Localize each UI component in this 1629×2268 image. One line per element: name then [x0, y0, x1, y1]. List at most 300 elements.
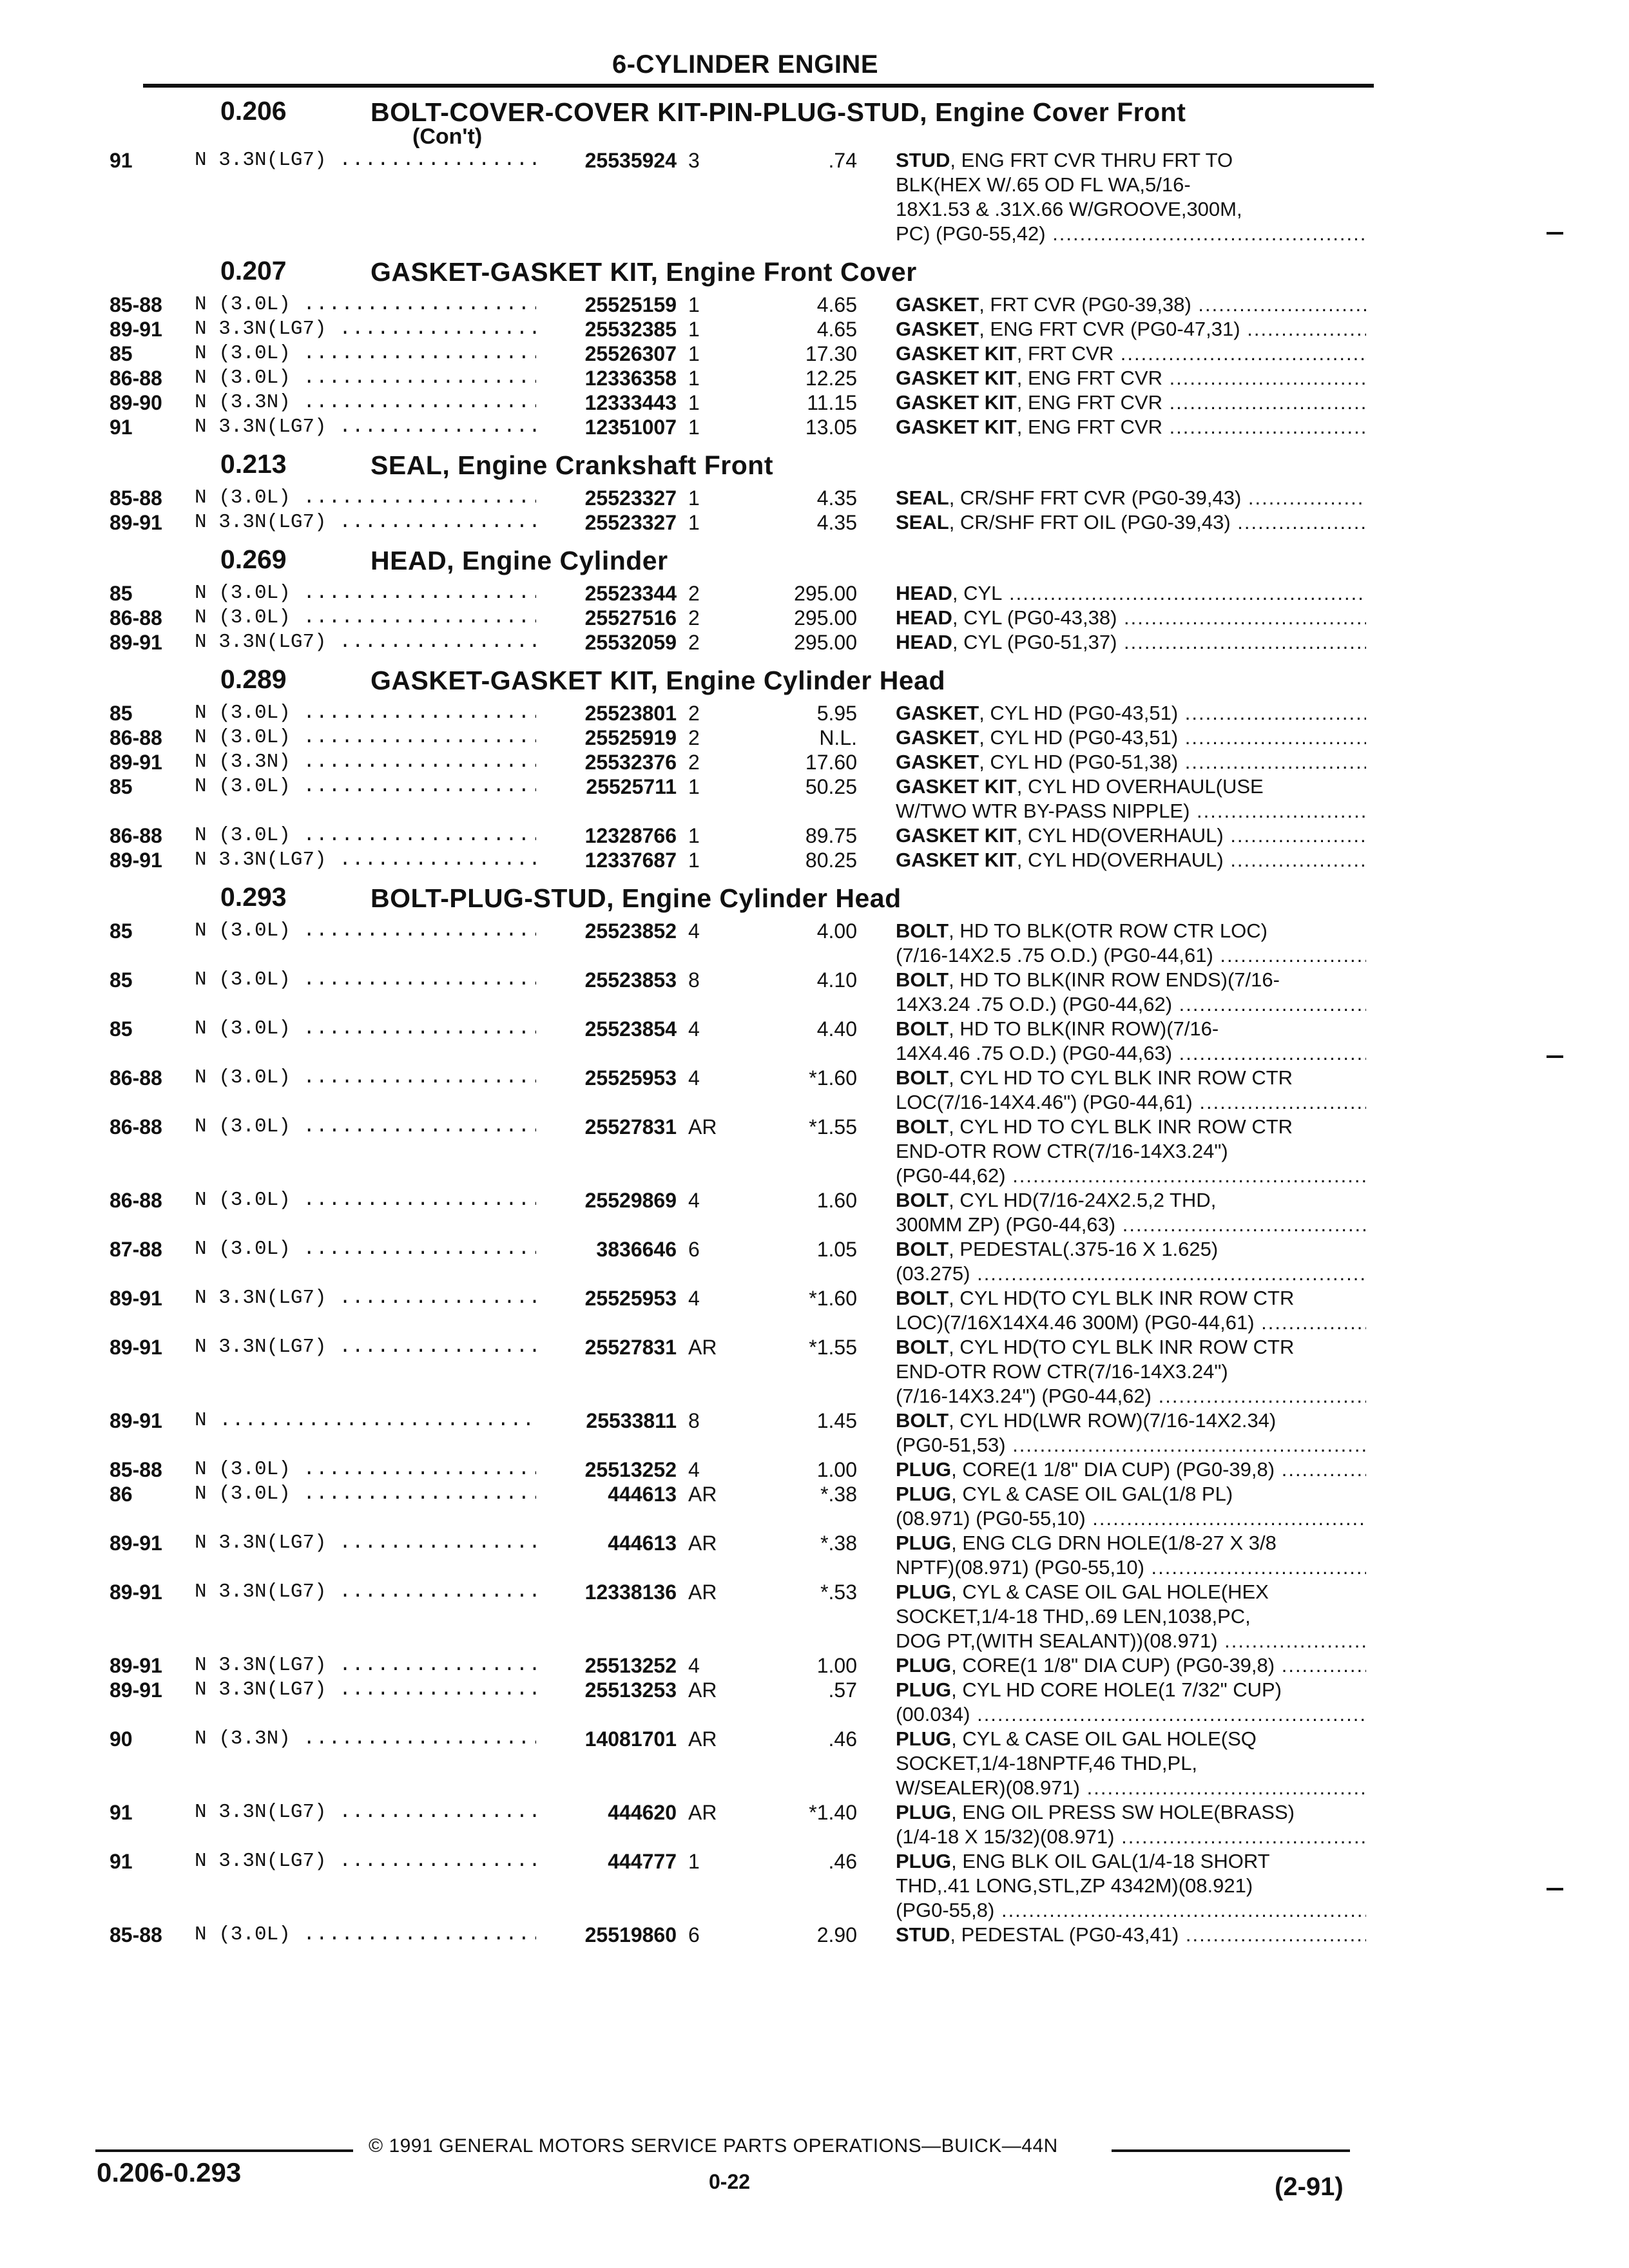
section-heading — [110, 90, 1382, 149]
description-line: PLUG, CYL & CASE OIL GAL(1/8 PL) — [896, 1483, 1233, 1505]
part-row — [110, 630, 1382, 655]
part-description — [896, 1727, 1366, 1800]
part-number: 25525953 — [536, 1066, 677, 1090]
price: 80.25 — [805, 849, 857, 872]
description-line: (7/16-14X3.24") (PG0-44,62) ..... — [896, 1384, 1366, 1408]
section-heading — [110, 872, 1382, 919]
part-description — [896, 341, 1366, 366]
section-number: 0.206 — [220, 96, 287, 126]
quantity: 2 — [688, 606, 700, 629]
part-row — [110, 823, 1382, 848]
price: .57 — [828, 1678, 857, 1702]
part-row — [110, 1678, 1382, 1727]
part-number: 25523801 — [536, 701, 677, 726]
part-description — [896, 726, 1366, 750]
quantity: 1 — [688, 367, 700, 390]
description-line: BOLT, HD TO BLK(INR ROW ENDS)(7/16- — [896, 968, 1280, 991]
model-years: 85 — [110, 342, 133, 365]
description-line: PLUG, ENG OIL PRESS SW HOLE(BRASS) — [896, 1801, 1295, 1823]
part-number: 14081701 — [536, 1727, 677, 1751]
description-line: 18X1.53 & .31X.66 W/GROOVE,300M, — [896, 198, 1242, 220]
description-line: SOCKET,1/4-18 THD,.69 LEN,1038,PC, — [896, 1605, 1251, 1628]
part-number: 444613 — [536, 1482, 677, 1506]
price: 13.05 — [805, 416, 857, 439]
price: 2.90 — [816, 1923, 857, 1946]
quantity: 2 — [688, 702, 700, 725]
part-row — [110, 1457, 1382, 1482]
model-years: 85-88 — [110, 293, 162, 316]
model-years: 86-88 — [110, 726, 162, 749]
quantity: 1 — [688, 824, 700, 847]
section-number: 0.213 — [220, 449, 287, 479]
part-row — [110, 1408, 1382, 1457]
margin-mark — [1547, 1888, 1563, 1890]
engine-code: N (3.0L) ..... — [195, 919, 536, 943]
description-line: GASKET KIT, FRT CVR ..... — [896, 341, 1366, 366]
description-keyword: GASKET — [896, 293, 979, 316]
part-description — [896, 1800, 1366, 1849]
part-description — [896, 1923, 1366, 1947]
section-number: 0.207 — [220, 256, 287, 285]
quantity: 1 — [688, 342, 700, 365]
model-years: 89-91 — [110, 1409, 162, 1432]
model-years: 89-91 — [110, 631, 162, 654]
engine-code: N (3.3N) ..... — [195, 750, 536, 774]
model-years: 91 — [110, 416, 133, 439]
price: *1.55 — [809, 1336, 857, 1359]
description-line: 14X3.24 .75 O.D.) (PG0-44,62) ..... — [896, 992, 1366, 1017]
quantity: 4 — [688, 1458, 700, 1481]
part-row — [110, 1482, 1382, 1531]
description-line: GASKET KIT, CYL HD(OVERHAUL) ..... — [896, 848, 1366, 872]
model-years: 86-88 — [110, 824, 162, 847]
part-description — [896, 486, 1366, 510]
price: 4.35 — [816, 511, 857, 534]
quantity: 1 — [688, 775, 700, 798]
part-number: 25523854 — [536, 1017, 677, 1041]
part-description — [896, 1678, 1366, 1727]
quantity: 4 — [688, 1287, 700, 1310]
part-description — [896, 390, 1366, 415]
description-line: GASKET, FRT CVR (PG0-39,38) ..... — [896, 293, 1366, 317]
description-line: (08.971) (PG0-55,10) ..... — [896, 1506, 1366, 1531]
description-line: BOLT, CYL HD(TO CYL BLK INR ROW CTR — [896, 1287, 1295, 1309]
part-description — [896, 1482, 1366, 1531]
part-row — [110, 1531, 1382, 1580]
part-description — [896, 848, 1366, 872]
engine-code: N 3.3N(LG7) ..... — [195, 1531, 536, 1555]
part-row — [110, 510, 1382, 535]
engine-code: N 3.3N(LG7) ..... — [195, 630, 536, 655]
description-keyword: GASKET KIT — [896, 416, 1017, 438]
price: *1.60 — [809, 1066, 857, 1090]
model-years: 89-91 — [110, 849, 162, 872]
price: 17.30 — [805, 342, 857, 365]
price: 1.00 — [816, 1654, 857, 1677]
description-line: HEAD, CYL (PG0-43,38) ..... — [896, 606, 1366, 630]
model-years: 87-88 — [110, 1238, 162, 1261]
part-row — [110, 919, 1382, 968]
model-years: 89-91 — [110, 1678, 162, 1702]
engine-code: N ..... — [195, 1408, 536, 1433]
section-heading — [110, 439, 1382, 486]
description-line: END-OTR ROW CTR(7/16-14X3.24") — [896, 1360, 1228, 1383]
engine-code: N (3.3N) ..... — [195, 1727, 536, 1751]
quantity: AR — [688, 1483, 717, 1506]
model-years: 86-88 — [110, 606, 162, 629]
part-number: 25527831 — [536, 1115, 677, 1139]
part-row — [110, 1237, 1382, 1286]
description-line: THD,.41 LONG,STL,ZP 4342M)(08.921) — [896, 1874, 1253, 1897]
part-number: 25519860 — [536, 1923, 677, 1947]
description-line: W/TWO WTR BY-PASS NIPPLE) ..... — [896, 799, 1366, 823]
model-years: 85 — [110, 919, 133, 943]
price: *.38 — [820, 1483, 857, 1506]
description-line: GASKET, CYL HD (PG0-51,38) ..... — [896, 750, 1366, 774]
engine-code: N 3.3N(LG7) ..... — [195, 148, 536, 173]
description-line: BOLT, PEDESTAL(.375-16 X 1.625) — [896, 1238, 1219, 1260]
model-years: 89-91 — [110, 1654, 162, 1677]
model-years: 89-90 — [110, 391, 162, 414]
price: *1.60 — [809, 1287, 857, 1310]
part-number: 25525919 — [536, 726, 677, 750]
part-description — [896, 606, 1366, 630]
quantity: 1 — [688, 849, 700, 872]
part-number: 12328766 — [536, 823, 677, 848]
description-keyword: GASKET KIT — [896, 342, 1017, 365]
footer-revision-date: (2-91) — [1275, 2173, 1344, 2201]
price: 1.45 — [816, 1409, 857, 1432]
part-number: 25532376 — [536, 750, 677, 774]
part-row — [110, 390, 1382, 415]
part-row — [110, 1849, 1382, 1923]
part-number: 12333443 — [536, 390, 677, 415]
part-number: 25523853 — [536, 968, 677, 992]
part-description — [896, 701, 1366, 726]
description-line: 14X4.46 .75 O.D.) (PG0-44,63) ..... — [896, 1041, 1366, 1066]
price: 17.60 — [805, 751, 857, 774]
description-keyword: PLUG — [896, 1727, 952, 1750]
part-description — [896, 968, 1366, 1017]
description-line: PLUG, CORE(1 1/8" DIA CUP) (PG0-39,8) ..... — [896, 1653, 1366, 1678]
description-line: (PG0-51,53) ..... — [896, 1433, 1366, 1457]
part-number: 25523344 — [536, 581, 677, 606]
part-number: 25529869 — [536, 1188, 677, 1213]
price: 50.25 — [805, 775, 857, 798]
footer-copyright: © 1991 GENERAL MOTORS SERVICE PARTS OPERATIONS—BUICK—44N — [369, 2135, 1058, 2157]
part-number: 25526307 — [536, 341, 677, 366]
description-keyword: GASKET — [896, 702, 979, 724]
quantity: AR — [688, 1801, 717, 1824]
model-years: 89-91 — [110, 318, 162, 341]
part-number: 25513252 — [536, 1653, 677, 1678]
price: 1.60 — [816, 1189, 857, 1212]
description-line: LOC)(7/16X14X4.46 300M) (PG0-44,61) ..... — [896, 1311, 1366, 1335]
part-row — [110, 774, 1382, 823]
part-description — [896, 510, 1366, 535]
description-line: PLUG, CYL & CASE OIL GAL HOLE(HEX — [896, 1581, 1269, 1603]
description-keyword: GASKET — [896, 726, 979, 749]
description-keyword: BOLT — [896, 1189, 949, 1211]
quantity: AR — [688, 1581, 717, 1604]
description-keyword: GASKET KIT — [896, 849, 1017, 871]
description-keyword: SEAL — [896, 486, 949, 509]
quantity: 1 — [688, 391, 700, 414]
description-line: (1/4-18 X 15/32)(08.971) ..... — [896, 1825, 1366, 1849]
price: 5.95 — [816, 702, 857, 725]
engine-code: N (3.0L) ..... — [195, 1237, 536, 1262]
engine-code: N 3.3N(LG7) ..... — [195, 317, 536, 341]
margin-mark — [1547, 1055, 1563, 1058]
description-keyword: BOLT — [896, 1336, 949, 1358]
quantity: 1 — [688, 416, 700, 439]
description-line: SEAL, CR/SHF FRT OIL (PG0-39,43) ..... — [896, 510, 1366, 535]
section-number: 0.289 — [220, 664, 287, 694]
part-number: 25525159 — [536, 293, 677, 317]
part-number: 25513253 — [536, 1678, 677, 1702]
page-title: 6-CYLINDER ENGINE — [612, 50, 878, 79]
part-row — [110, 581, 1382, 606]
description-line: 300MM ZP) (PG0-44,63) ..... — [896, 1213, 1366, 1237]
part-description — [896, 1188, 1366, 1237]
price: 1.05 — [816, 1238, 857, 1261]
part-description — [896, 317, 1366, 341]
part-description — [896, 823, 1366, 848]
part-number: 25533811 — [536, 1408, 677, 1433]
price: .46 — [828, 1850, 857, 1873]
part-number: 444620 — [536, 1800, 677, 1825]
part-row — [110, 317, 1382, 341]
description-line: BLK(HEX W/.65 OD FL WA,5/16- — [896, 173, 1191, 196]
price: 295.00 — [794, 606, 857, 629]
part-row — [110, 1653, 1382, 1678]
engine-code: N (3.0L) ..... — [195, 1017, 536, 1041]
price: 4.65 — [816, 293, 857, 316]
description-keyword: BOLT — [896, 1115, 949, 1138]
description-line: BOLT, HD TO BLK(OTR ROW CTR LOC) — [896, 919, 1268, 942]
quantity: 1 — [688, 486, 700, 510]
part-description — [896, 1653, 1366, 1678]
model-years: 85-88 — [110, 1458, 162, 1481]
description-line: END-OTR ROW CTR(7/16-14X3.24") — [896, 1140, 1228, 1162]
engine-code: N 3.3N(LG7) ..... — [195, 1678, 536, 1702]
description-keyword: PLUG — [896, 1483, 952, 1505]
description-line: STUD, PEDESTAL (PG0-43,41) ..... — [896, 1923, 1366, 1947]
description-line: GASKET, CYL HD (PG0-43,51) ..... — [896, 726, 1366, 750]
model-years: 89-91 — [110, 751, 162, 774]
description-keyword: PLUG — [896, 1581, 952, 1603]
quantity: 8 — [688, 968, 700, 992]
description-line: DOG PT,(WITH SEALANT))(08.971) ..... — [896, 1629, 1366, 1653]
part-number: 25523327 — [536, 510, 677, 535]
engine-code: N 3.3N(LG7) ..... — [195, 1849, 536, 1874]
part-number: 444613 — [536, 1531, 677, 1555]
part-number: 25523852 — [536, 919, 677, 943]
engine-code: N 3.3N(LG7) ..... — [195, 510, 536, 535]
description-line: (PG0-55,8) ..... — [896, 1898, 1366, 1923]
part-number: 25532385 — [536, 317, 677, 341]
description-keyword: GASKET KIT — [896, 775, 1017, 798]
description-keyword: STUD — [896, 1923, 950, 1946]
description-keyword: HEAD — [896, 631, 952, 653]
engine-code: N (3.0L) ..... — [195, 1066, 536, 1090]
description-line: BOLT, CYL HD TO CYL BLK INR ROW CTR — [896, 1066, 1293, 1089]
part-description — [896, 1115, 1366, 1188]
price: 4.65 — [816, 318, 857, 341]
engine-code: N (3.0L) ..... — [195, 1923, 536, 1947]
price: .74 — [828, 149, 857, 172]
part-row — [110, 1335, 1382, 1408]
part-row — [110, 415, 1382, 439]
part-description — [896, 148, 1366, 246]
quantity: 2 — [688, 726, 700, 749]
part-number: 25525953 — [536, 1286, 677, 1311]
part-description — [896, 919, 1366, 968]
section-number: 0.293 — [220, 882, 287, 912]
description-line: GASKET KIT, ENG FRT CVR ..... — [896, 415, 1366, 439]
description-keyword: PLUG — [896, 1532, 952, 1554]
section-title: BOLT-PLUG-STUD, Engine Cylinder Head — [371, 883, 901, 913]
part-row — [110, 366, 1382, 390]
description-keyword: HEAD — [896, 582, 952, 604]
quantity: 2 — [688, 631, 700, 654]
description-keyword: GASKET — [896, 318, 979, 340]
description-line: (00.034) ..... — [896, 1702, 1366, 1727]
footer-page-number: 0-22 — [709, 2170, 751, 2193]
engine-code: N (3.0L) ..... — [195, 1457, 536, 1482]
part-number: 25535924 — [536, 148, 677, 173]
part-row — [110, 750, 1382, 774]
description-keyword: PLUG — [896, 1801, 952, 1823]
footer-rule-right — [1112, 2149, 1350, 2152]
part-row — [110, 293, 1382, 317]
part-description — [896, 1531, 1366, 1580]
part-number: 25513252 — [536, 1457, 677, 1482]
part-number: 25525711 — [536, 774, 677, 799]
description-line: PC) (PG0-55,42) ..... — [896, 222, 1366, 246]
price: N.L. — [819, 726, 857, 749]
engine-code: N 3.3N(LG7) ..... — [195, 415, 536, 439]
description-keyword: STUD — [896, 149, 950, 171]
description-line: PLUG, CYL HD CORE HOLE(1 7/32" CUP) — [896, 1678, 1282, 1701]
model-years: 85 — [110, 1017, 133, 1041]
description-line: BOLT, CYL HD(TO CYL BLK INR ROW CTR — [896, 1336, 1295, 1358]
part-number: 3836646 — [536, 1237, 677, 1262]
part-number: 25527831 — [536, 1335, 677, 1360]
quantity: 1 — [688, 293, 700, 316]
quantity: 1 — [688, 1850, 700, 1873]
description-keyword: PLUG — [896, 1678, 952, 1701]
price: 295.00 — [794, 631, 857, 654]
model-years: 85 — [110, 775, 133, 798]
part-description — [896, 366, 1366, 390]
section-title: SEAL, Engine Crankshaft Front — [371, 450, 773, 480]
part-row — [110, 848, 1382, 872]
model-years: 86-88 — [110, 1115, 162, 1139]
description-keyword: BOLT — [896, 1409, 949, 1432]
part-number: 444777 — [536, 1849, 677, 1874]
description-keyword: SEAL — [896, 511, 949, 533]
engine-code: N (3.0L) ..... — [195, 366, 536, 390]
part-number: 25523327 — [536, 486, 677, 510]
part-row — [110, 1923, 1382, 1947]
footer-rule-left — [95, 2149, 353, 2152]
part-description — [896, 293, 1366, 317]
engine-code: N (3.0L) ..... — [195, 606, 536, 630]
model-years: 91 — [110, 1850, 133, 1873]
part-row — [110, 486, 1382, 510]
price: 4.00 — [816, 919, 857, 943]
part-description — [896, 1849, 1366, 1923]
description-keyword: BOLT — [896, 1066, 949, 1089]
quantity: AR — [688, 1678, 717, 1702]
price: *.53 — [820, 1581, 857, 1604]
part-row — [110, 1286, 1382, 1335]
engine-code: N (3.0L) ..... — [195, 968, 536, 992]
description-line: (03.275) ..... — [896, 1262, 1366, 1286]
part-row — [110, 701, 1382, 726]
description-line: NPTF)(08.971) (PG0-55,10) ..... — [896, 1555, 1366, 1580]
model-years: 91 — [110, 149, 133, 172]
model-years: 90 — [110, 1727, 133, 1751]
part-description — [896, 1457, 1366, 1482]
description-line: BOLT, HD TO BLK(INR ROW)(7/16- — [896, 1017, 1219, 1040]
part-row — [110, 1017, 1382, 1066]
part-number: 12338136 — [536, 1580, 677, 1604]
description-line: BOLT, CYL HD(LWR ROW)(7/16-14X2.34) — [896, 1409, 1277, 1432]
model-years: 85 — [110, 702, 133, 725]
price: *.38 — [820, 1532, 857, 1555]
spacer — [110, 133, 1382, 148]
header-rule — [143, 84, 1374, 88]
engine-code: N (3.0L) ..... — [195, 293, 536, 317]
quantity: 8 — [688, 1409, 700, 1432]
price: 4.35 — [816, 486, 857, 510]
description-keyword: BOLT — [896, 968, 949, 991]
quantity: 6 — [688, 1923, 700, 1946]
engine-code: N 3.3N(LG7) ..... — [195, 1580, 536, 1604]
model-years: 86 — [110, 1483, 133, 1506]
quantity: 1 — [688, 511, 700, 534]
part-description — [896, 630, 1366, 655]
engine-code: N (3.0L) ..... — [195, 774, 536, 799]
engine-code: N 3.3N(LG7) ..... — [195, 1286, 536, 1311]
price: 1.00 — [816, 1458, 857, 1481]
price: *1.55 — [809, 1115, 857, 1139]
section-title: GASKET-GASKET KIT, Engine Cylinder Head — [371, 666, 946, 695]
description-keyword: BOLT — [896, 1017, 949, 1040]
part-description — [896, 774, 1366, 823]
description-line: STUD, ENG FRT CVR THRU FRT TO — [896, 149, 1233, 171]
quantity: AR — [688, 1532, 717, 1555]
quantity: 2 — [688, 751, 700, 774]
part-number: 12336358 — [536, 366, 677, 390]
engine-code: N (3.0L) ..... — [195, 726, 536, 750]
engine-code: N 3.3N(LG7) ..... — [195, 1335, 536, 1360]
parts-listing — [110, 90, 1382, 1947]
quantity: 4 — [688, 1017, 700, 1041]
description-keyword: BOLT — [896, 919, 949, 942]
model-years: 89-91 — [110, 511, 162, 534]
description-line: PLUG, ENG CLG DRN HOLE(1/8-27 X 3/8 — [896, 1532, 1277, 1554]
engine-code: N (3.0L) ..... — [195, 701, 536, 726]
description-line: HEAD, CYL ..... — [896, 581, 1366, 606]
section-number: 0.269 — [220, 544, 287, 574]
description-keyword: GASKET KIT — [896, 824, 1017, 847]
model-years: 89-91 — [110, 1287, 162, 1310]
part-number: 12337687 — [536, 848, 677, 872]
quantity: 4 — [688, 1654, 700, 1677]
